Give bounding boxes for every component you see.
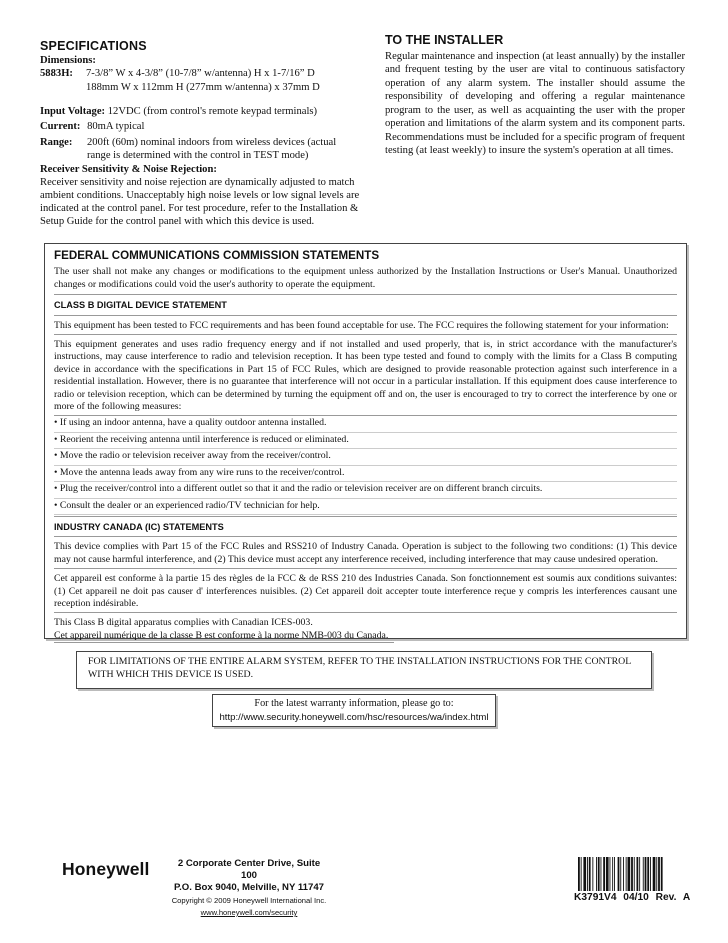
current-label: Current: <box>40 121 81 133</box>
ic-title: INDUSTRY CANADA (IC) STATEMENTS <box>54 521 224 532</box>
company-address <box>170 858 328 919</box>
ic-paragraph-1: This device complies with Part 15 of the FCC Rules and RSS210 of Industry Canada. Operation is subject to the following two conditions: (1) This device may not cause harmful interference, and (2) This device must accept any interference received, including interference that may cause undesired operation. <box>54 541 677 565</box>
dimensions-label: Dimensions: <box>40 55 96 67</box>
warranty-link[interactable]: http://www.security.honeywell.com/hsc/resources/wa/index.html <box>219 711 489 723</box>
input-voltage-row <box>40 105 362 118</box>
honeywell-logo: Honeywell <box>62 859 150 879</box>
current-row <box>40 120 362 133</box>
range-label: Range: <box>40 137 73 149</box>
fcc-bullet: • Plug the receiver/control into a different outlet so that it and the radio or television receiver are on different branch circuits. <box>54 482 677 498</box>
fcc-bullet: • Reorient the receiving antenna until interference is reduced or eliminated. <box>54 433 677 449</box>
ic-english-line: This Class B digital apparatus complies with Canadian ICES-003. <box>54 617 313 629</box>
copyright-text: Copyright © 2009 Honeywell International Inc. <box>171 896 327 905</box>
input-voltage-value: 12VDC (from control's remote keypad terminals) <box>107 105 318 117</box>
sensitivity-label: Receiver Sensitivity & Noise Rejection: <box>40 163 217 175</box>
warranty-text: For the latest warranty information, please go to: <box>254 698 454 709</box>
specifications-title: SPECIFICATIONS <box>40 39 147 53</box>
class-b-title: CLASS B DIGITAL DEVICE STATEMENT <box>54 300 227 311</box>
address-line-1: 2 Corporate Center Drive, Suite 100 <box>177 858 321 881</box>
ic-french-line: Cet appareil numérique de la classe B est conforme à la norme NMB-003 du Canada. <box>54 630 394 643</box>
limitations-text: FOR LIMITATIONS OF THE ENTIRE ALARM SYSTEM, REFER TO THE INSTALLATION INSTRUCTIONS FOR THE CONTROL WITH WHICH THIS DEVICE IS USED. <box>88 656 631 680</box>
class-b-paragraph-1: This equipment has been tested to FCC requirements and has been found acceptable for use. The FCC requires the following statement for your information: <box>54 319 669 331</box>
sensitivity-text: Receiver sensitivity and noise rejection are dynamically adjusted to match ambient conditions. Unacceptably high noise levels or low signal levels are indicated at the control panel. For test procedure, refer to the Installation & Setup Guide for the control panel with which this device is used. <box>40 176 360 228</box>
limitations-box <box>76 651 652 689</box>
fcc-title: FEDERAL COMMUNICATIONS COMMISSION STATEMENTS <box>54 249 380 262</box>
specifications-section <box>40 40 362 229</box>
dimensions-row <box>40 67 362 80</box>
model-label: 5883H: <box>40 68 73 80</box>
installer-title: TO THE INSTALLER <box>385 33 504 47</box>
fcc-intro: The user shall not make any changes or modifications to the equipment unless authorized by the Installation Instructions or User's Manual. Unauthorized changes or modifications could void the user's authority to operate the equipment. <box>54 266 677 290</box>
dimensions-imperial: 7-3/8” W x 4-3/8” (10-7/8” w/antenna) H x 1-7/16” D <box>86 68 315 80</box>
range-row <box>40 136 362 162</box>
range-value: 200ft (60m) nominal indoors from wireless devices (actual range is determined with the control in TEST mode) <box>87 137 337 162</box>
ic-paragraph-3 <box>54 617 677 643</box>
class-b-paragraph-2: This equipment generates and uses radio frequency energy and if not installed and used properly, that is, in strict accordance with the manufacturer's instructions, may cause interference to radio and television reception. It has been type tested and found to comply with the limits for a Class B computing device in accordance with the specifications in Part 15 of FCC Rules, which are designed to provide reasonable protection against such interference in a residential installation. However, there is no guarantee that interference will not occur in a particular installation. If this equipment does cause interference to radio or television reception, which can be determined by turning the equipment off and on, the user is encouraged to try to correct the interference by one or more of the following measures: <box>54 339 677 413</box>
installer-section <box>385 34 685 158</box>
input-voltage-label: Input Voltage: <box>40 105 106 117</box>
warranty-box <box>212 694 496 727</box>
current-value: 80mA typical <box>87 121 145 133</box>
fcc-statements-box <box>44 243 687 639</box>
website-link[interactable]: www.honeywell.com/security <box>200 908 298 917</box>
document-id: K3791V4 04/10 Rev. A <box>574 892 691 903</box>
fcc-bullet: • Consult the dealer or an experienced radio/TV technician for help. <box>54 499 677 515</box>
barcode-icon <box>578 857 688 891</box>
fcc-bullet: • Move the radio or television receiver away from the receiver/control. <box>54 449 677 465</box>
fcc-bullet: • If using an indoor antenna, have a quality outdoor antenna installed. <box>54 416 677 432</box>
fcc-bullet: • Move the antenna leads away from any wire runs to the receiver/control. <box>54 466 677 482</box>
dimensions-metric: 188mm W x 112mm H (277mm w/antenna) x 37mm D <box>86 81 320 93</box>
address-line-2: P.O. Box 9040, Melville, NY 11747 <box>173 882 325 893</box>
installer-text: Regular maintenance and inspection (at least annually) by the installer and frequent testing by the user are vital to continuous satisfactory operation of any alarm system. The installer should assume the responsibility of developing and offering a regular maintenance program to the user, as well as acquainting the user with the proper operation and limitations of the alarm system and its component parts. Recommendations must be included for a specific program of frequent testing (at least weekly) to insure the system's operation at all times. <box>385 50 685 156</box>
ic-paragraph-2: Cet appareil est conforme à la partie 15 des règles de la FCC & de RSS 210 des Industries Canada. Son fonctionnement est soumis aux conditions suivantes: (1) Cet appareil ne doit pas causer d' interferences nuisibles. (2) Cet appareil doit accepter toute interference reçue y compris les interferences causant une reception indésirable. <box>54 573 677 609</box>
